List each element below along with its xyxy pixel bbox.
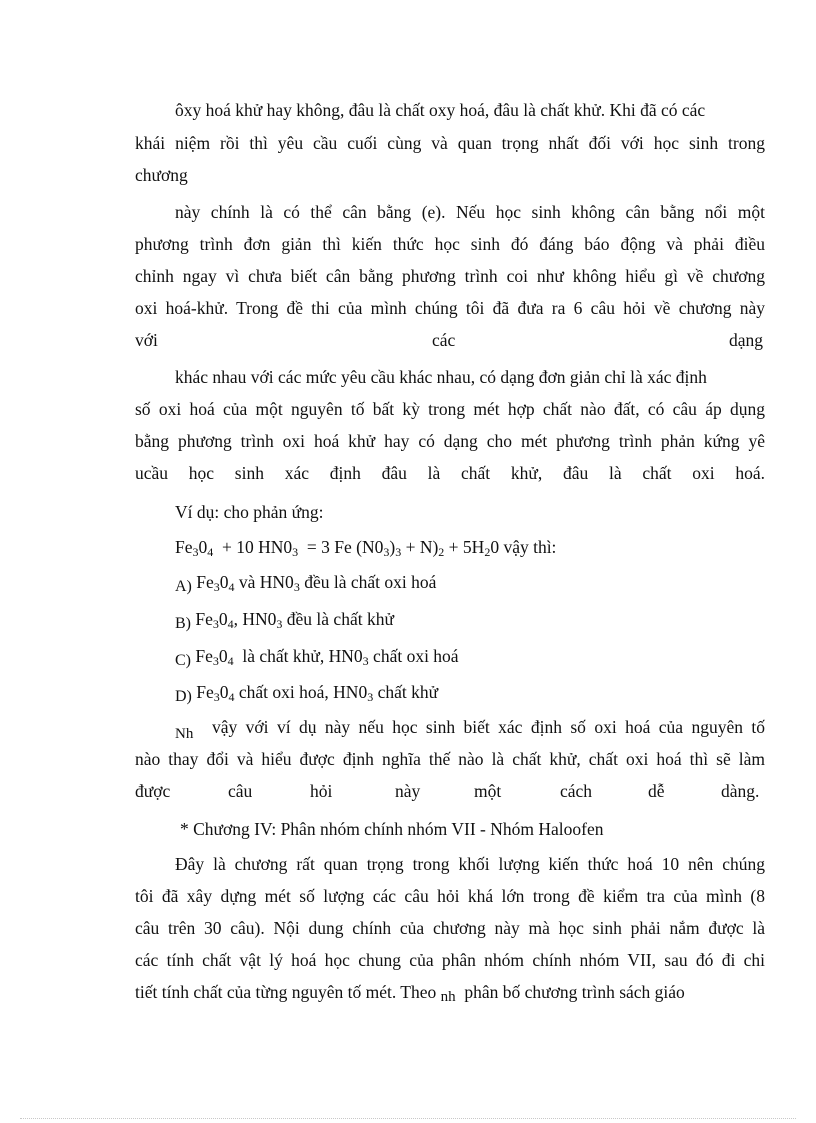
option-c: C) $Fe_30_4$ là chất khử, $HN0_3$ chất oxi hoá	[175, 646, 459, 669]
text-line: nào thay đổi và hiểu được định nghĩa thế nào là chất khử, chất oxi hoá thì sẽ làm	[135, 749, 765, 769]
text-word: dàng.	[721, 781, 760, 801]
text-line: Đây là chương rất quan trọng trong khối lượng kiến thức hoá 10 nên chúng	[175, 854, 765, 874]
text-line: khác nhau với các mức yêu cầu khác nhau, có dạng đơn giản chỉ là xác định	[175, 367, 707, 387]
text-word: được	[135, 781, 171, 801]
text-line: số oxi hoá của một nguyên tố bất kỳ trong mét hợp chất nào đất, có câu áp dụng	[135, 399, 765, 419]
text-line: ôxy hoá khử hay không, đâu là chất oxy hoá, đâu là chất khử. Khi đã có các	[175, 100, 706, 120]
text-line: tôi đã xây dựng mét số lượng các câu hỏi khá lớn trong đề kiểm tra của mình (8	[135, 886, 765, 906]
option-d: D) $Fe_30_4$ chất oxi hoá, $HN0_3$ chất khử	[175, 682, 439, 705]
text-line: khái niệm rồi thì yêu cầu cuối cùng và quan trọng nhất đối với học sinh trong	[135, 133, 765, 153]
text-line: phương trình đơn giản thì kiến thức học sinh đó đáng báo động và phải điều	[135, 234, 765, 254]
text-word: này	[395, 781, 421, 801]
option-b: B) $Fe_30_4$, $HN0_3$ đều là chất khử	[175, 609, 394, 632]
page-bottom-border	[20, 1118, 796, 1121]
example-intro: Ví dụ: cho phản ứng:	[175, 502, 324, 522]
text-word: dạng	[729, 330, 764, 350]
text-word: hỏi	[310, 781, 333, 801]
text-word: câu	[228, 781, 253, 801]
text-line: câu trên 30 câu). Nội dung chính của chương này mà học sinh phải nắm được là	[135, 918, 765, 938]
equation: $Fe_30_4 + 10$ $HN0_3 = 3$ Fe $(N0_3)_3 + N)_2 + 5H_20$ vậy thì:	[175, 537, 557, 559]
text-line: Nh	[175, 726, 194, 742]
text-word: dễ	[648, 781, 665, 801]
text-word: cách	[560, 781, 593, 801]
text-line: bằng phương trình oxi hoá khử hay có dạng cho mét phương trình phản kứng yê	[135, 431, 765, 451]
text-line: oxi hoá-khử. Trong đề thi của mình chúng tôi đã đưa ra 6 câu hỏi về chương này	[135, 298, 765, 318]
text-line: này chính là có thể cân bằng (e). Nếu học sinh không cân bằng nổi một	[175, 202, 765, 222]
text-word: các	[432, 330, 456, 350]
option-a: A) $Fe_30_4$ và $HN0_3$ đều là chất oxi hoá	[175, 572, 437, 595]
section-heading: * Chương IV: Phân nhóm chính nhóm VII - Nhóm Haloofen	[180, 819, 604, 839]
text-word: với	[135, 330, 158, 350]
text-line: chỉnh ngay vì chưa biết cân bằng phương trình coi như không hiểu gì về chương	[135, 266, 765, 286]
text-line: tiết tính chất của từng nguyên tố mét. Theo nh phân bố chương trình sách giáo	[135, 982, 685, 1005]
text-line: chương	[135, 165, 188, 185]
text-line: ucầu học sinh xác định đâu là chất khử, đâu là chất oxi hoá.	[135, 463, 765, 483]
text-word: một	[474, 781, 502, 801]
text-line: vậy với ví dụ này nếu học sinh biết xác định số oxi hoá của nguyên tố	[212, 717, 765, 737]
text-line: các tính chất vật lý hoá học chung của phân nhóm chính nhóm VII, sau đó đi chi	[135, 950, 765, 970]
